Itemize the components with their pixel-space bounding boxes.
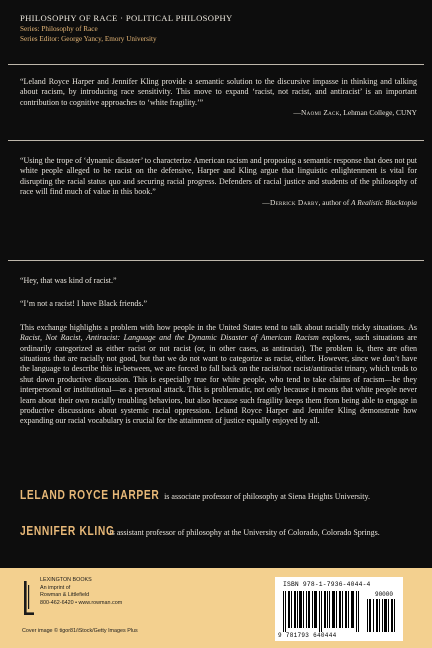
author-name: LELAND ROYCE HARPER [20,488,160,502]
publisher-info [40,577,122,607]
quote-line: “I’m not a racist! I have Black friends.” [20,299,148,309]
publisher-line: Rowman & Littlefield [40,592,90,599]
blurb-text: “Leland Royce Harper and Jennifer Kling provide a semantic solution to the discursive impasse in thinking and talking about racism, by introducing race sensitivity. This move to expand ‘racist, not racist, and antiracist’ is an important contribution to cognitive approaches to ‘white fragility.’” [20,77,417,107]
series-header [20,13,420,44]
author-description: is assistant professor of philosophy at the University of Colorado, Colorado Springs. [107,528,380,537]
description-text: explores, such situations are ordinarily categorized as either racist or not racist (or, in other cases, as antiracist). The problem is, there are often situations that are racially not good, but that we do not want to categorize as racist, either. However, since we don’t have the language to describe this in-between, we are forced to fall back on the racist/not racist/antiracist trinary, which tends to shut down productive discussion. This is especially true for white people, who tend to take claims of racism—be they interpersonal or institutional—as a personal attack. This is problematic, not only because it means that white people never learn about their own racially troubling behaviors, but also because such fragility keeps them from being able to engage in productive discussions about systemic racial oppression. Leland Royce Harper and Jennifer Kling demonstrate how expanding our racial vocabulary is crucial for the attainment of justice equally enjoyed by all. [20,333,417,426]
series-editor: Series Editor: George Yancy, Emory University [20,35,157,43]
publisher-line: An imprint of [40,584,71,591]
barcode-digits: 9 781793 640444 [278,632,337,639]
blurb-attribution [20,198,417,208]
author-bio [20,490,417,502]
divider [8,260,424,261]
series-name: Series: Philosophy of Race [20,25,98,33]
divider [8,140,424,141]
blurb-text: “Using the trope of ‘dynamic disaster’ to characterize American racism and proposing a semantic response that does not put white people alleged to be racist on the defensive, Harper and Kling argue that linguistic enlightenment is vital for disrupting the racial status quo and securing racial progress. Defenders of racial justice and students of the philosophy of race will find much of value in this book.” [20,156,417,197]
description-paragraph [20,323,417,427]
lexington-logo-icon [22,578,36,618]
attribution-name: —Derrick Darby [262,197,319,207]
attribution-name: —Naomi Zack [293,108,340,118]
blurb-zack [20,77,417,119]
attribution-book-title: A Realistic Blacktopia [351,197,417,207]
attribution-affiliation: , author of [318,197,352,207]
author-description: is associate professor of philosophy at Siena Heights University. [162,492,370,501]
description [20,276,417,436]
blurb-attribution [20,108,417,118]
description-text: This exchange highlights a problem with how people in the United States tend to talk about racially tricky situations. As [20,322,417,332]
isbn-label: ISBN 978-1-7936-4044-4 [283,581,371,588]
author-name: JENNIFER KLING [20,524,115,538]
publisher-contact: 800-462-6420 • www.rowman.com [40,599,123,606]
author-bio [20,526,417,538]
publisher-name: LEXINGTON BOOKS [40,577,92,583]
attribution-affiliation: , Lehman College, CUNY [339,108,417,118]
price-barcode-bars [367,599,395,632]
blurb-darby [20,156,417,208]
publisher-footer [0,568,432,648]
price-code: 90000 [374,591,393,598]
book-title: Racist, Not Racist, Antiracist: Language and the Dynamic Disaster of American Racism [20,333,319,343]
series-category: PHILOSOPHY OF RACE · POLITICAL PHILOSOPHY [20,13,233,23]
cover-credit: Cover image © tigor81/iStock/Getty Images Plus [22,628,138,634]
barcode-bars [281,591,361,632]
quote-line: “Hey, that was kind of racist.” [20,276,117,285]
isbn-barcode [275,577,403,641]
divider [8,64,424,65]
